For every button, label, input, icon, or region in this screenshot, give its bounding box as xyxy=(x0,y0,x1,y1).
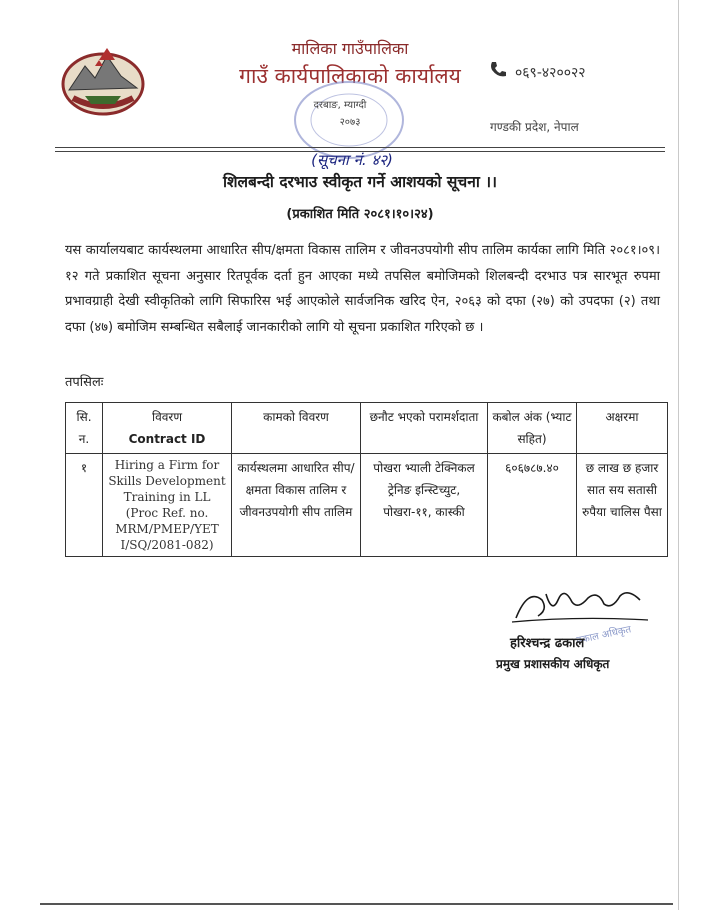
phone-number: ०६९-४२००२२ xyxy=(515,65,586,81)
header-words: अक्षरमा xyxy=(577,403,668,454)
header-work: कामको विवरण xyxy=(232,403,361,454)
org-address: दरबाङ, म्याग्दी xyxy=(313,100,367,111)
cell-desc: Hiring a Firm for Skills Development Training in LL (Proc Ref. no. MRM/PMEP/YET I/SQ/2081-082) xyxy=(103,454,232,557)
header-divider xyxy=(55,147,665,148)
cell-amount: ६०६७८७.४० xyxy=(488,454,577,557)
nepal-emblem-icon xyxy=(55,38,151,122)
handwritten-signature xyxy=(508,580,653,628)
phone-icon xyxy=(488,60,508,80)
org-name-line1: मालिका गाउँपालिका xyxy=(291,39,409,58)
cell-consultant: पोखरा भ्याली टेक्निकल ट्रेनिङ इन्स्टिच्युट, पोखरा-११, कास्की xyxy=(361,454,488,557)
signatory-name: हरिश्चन्द्र ढकाल xyxy=(510,636,585,651)
page-edge-line xyxy=(678,0,679,910)
notice-body: यस कार्यालयबाट कार्यस्थलमा आधारित सीप/क्षमता विकास तालिम र जीवनउपयोगी सीप तालिम कार्यका लागि मिति २०८१।०९।१२ गते प्रकाशित सूचना अनुसार रितपूर्वक दर्ता हुन आएका मध्ये तपसिल बमोजिमको शिलबन्दी दरभाउ पत्र सारभूत रुपमा प्रभावग्राही देखी स्वीकृतिको लागि सिफारिस भई आएकोले सार्वजनिक खरिद ऐन, २०६३ को दफा (२७) को उपदफा (२) तथा दफा (४७) बमोजिम सम्बन्धित सबैलाई जानकारीको लागि यो सूचना प्रकाशित गरिएको छ । xyxy=(65,243,660,335)
page-bottom-line xyxy=(40,903,673,905)
header-amount: कबोल अंक (भ्याट सहित) xyxy=(488,403,577,454)
published-date: (प्रकाशित मिति २०८१।१०।२४) xyxy=(286,207,434,222)
seal-text: ढकाल अधिकृत xyxy=(575,624,633,647)
handwritten-notice-number: (सूचना नं. ४२) xyxy=(311,151,393,169)
details-label: तपसिलः xyxy=(65,375,104,390)
org-year: २०७३ xyxy=(339,117,361,128)
notice-title: शिलबन्दी दरभाउ स्वीकृत गर्ने आशयको सूचना ।। xyxy=(222,173,497,191)
header-desc-label: विवरण xyxy=(151,410,183,424)
table-header-row xyxy=(66,403,668,454)
cell-work: कार्यस्थलमा आधारित सीप/क्षमता विकास तालिम र जीवनउपयोगी सीप तालिम xyxy=(232,454,361,557)
org-name-line2: गाउँ कार्यपालिकाको कार्यालय xyxy=(239,64,461,88)
official-seal xyxy=(576,621,655,684)
cell-words: छ लाख छ हजार सात सय सतासी रुपैया चालिस पैसा xyxy=(577,454,668,557)
header-sn: सि. न. xyxy=(66,403,103,454)
contract-table xyxy=(65,402,668,557)
signatory-title: प्रमुख प्रशासकीय अधिकृत xyxy=(496,657,610,671)
header-desc xyxy=(103,403,232,454)
header-consultant: छनौट भएको परामर्शदाता xyxy=(361,403,488,454)
province-address: गण्डकी प्रदेश, नेपाल xyxy=(490,120,579,134)
cell-sn: १ xyxy=(66,454,103,557)
header-contract-id: Contract ID xyxy=(128,432,206,446)
table-row xyxy=(66,454,668,557)
